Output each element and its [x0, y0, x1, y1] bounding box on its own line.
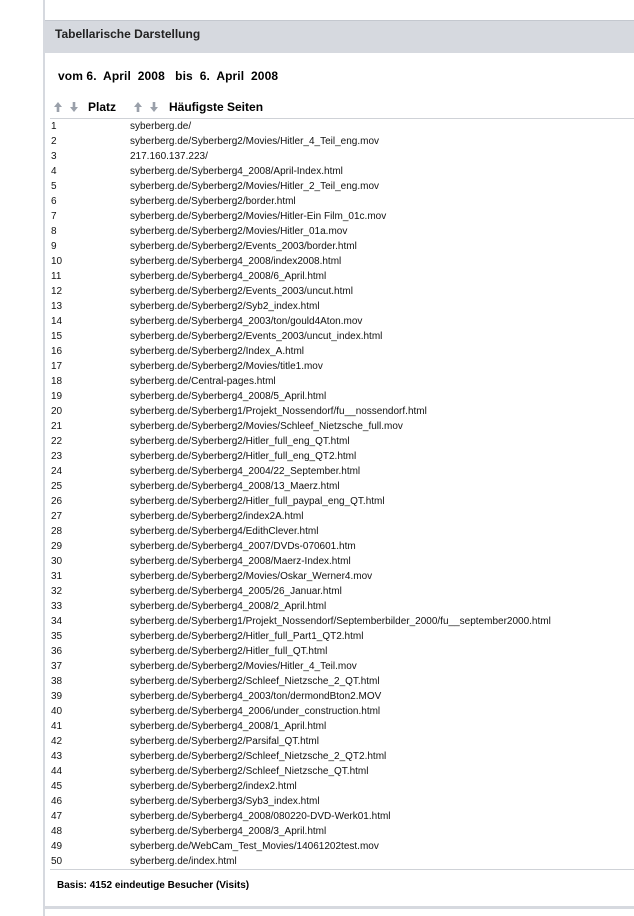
row-page: 217.160.137.223/: [130, 151, 208, 162]
table-row: [50, 239, 634, 254]
row-page: syberberg.de/Syberberg2/Movies/Hitler_4_Teil_eng.mov: [130, 136, 380, 147]
row-page: syberberg.de/Syberberg4_2003/ton/dermondBton2.MOV: [130, 691, 382, 702]
table-row: [50, 854, 634, 869]
column-header-rank: Platz: [88, 100, 117, 114]
row-rank: 15: [51, 331, 63, 342]
row-rank: 14: [51, 316, 63, 327]
row-page: syberberg.de/Syberberg4_2008/Maerz-Index.html: [130, 556, 351, 567]
row-rank: 46: [51, 796, 63, 807]
row-page: syberberg.de/: [130, 121, 192, 132]
row-page: syberberg.de/Syberberg4_2008/5_April.html: [130, 391, 327, 402]
section-header: [45, 20, 634, 53]
row-rank: 39: [51, 691, 63, 702]
table-row: [50, 374, 634, 389]
table-row: [50, 809, 634, 824]
date-range-to: 6. April 2008: [199, 69, 279, 83]
table-row: [50, 824, 634, 839]
table-row: [50, 269, 634, 284]
row-rank: 41: [51, 721, 63, 732]
table-row: [50, 734, 634, 749]
table-row: [50, 539, 634, 554]
row-page: syberberg.de/Syberberg2/Hitler_full_paypal_eng_QT.html: [130, 496, 385, 507]
table-row: [50, 704, 634, 719]
table-row: [50, 464, 634, 479]
row-rank: 40: [51, 706, 63, 717]
row-rank: 26: [51, 496, 63, 507]
table-row: [50, 674, 634, 689]
row-page: syberberg.de/Syberberg4_2003/ton/gould4Aton.mov: [130, 316, 363, 327]
row-page: syberberg.de/Syberberg2/index2.html: [130, 781, 297, 792]
row-page: syberberg.de/Syberberg2/Movies/Oskar_Werner4.mov: [130, 571, 373, 582]
date-range-from: 6. April 2008: [86, 69, 165, 83]
row-page: syberberg.de/Syberberg2/Schleef_Nietzsche_QT.html: [130, 766, 369, 777]
row-rank: 28: [51, 526, 63, 537]
row-page: syberberg.de/Syberberg2/Movies/Hitler_4_Teil.mov: [130, 661, 357, 672]
column-header-pages: Häufigste Seiten: [169, 100, 264, 114]
row-rank: 7: [51, 211, 57, 222]
row-rank: 5: [51, 181, 57, 192]
table-row: [50, 314, 634, 329]
row-rank: 47: [51, 811, 63, 822]
row-page: syberberg.de/Syberberg4_2008/2_April.html: [130, 601, 327, 612]
row-page: syberberg.de/Syberberg2/Events_2003/uncut_index.html: [130, 331, 383, 342]
table-row: [50, 119, 634, 134]
row-rank: 33: [51, 601, 63, 612]
table-row: [50, 764, 634, 779]
row-page: syberberg.de/Syberberg4_2007/DVDs-070601.htm: [130, 541, 356, 552]
row-page: syberberg.de/Syberberg4_2008/1_April.html: [130, 721, 327, 732]
row-rank: 25: [51, 481, 63, 492]
row-page: syberberg.de/Syberberg2/Movies/Hitler_2_Teil_eng.mov: [130, 181, 380, 192]
row-page: syberberg.de/Syberberg3/Syb3_index.html: [130, 796, 320, 807]
row-page: syberberg.de/Syberberg4_2008/080220-DVD-Werk01.html: [130, 811, 391, 822]
row-page: syberberg.de/Syberberg2/Schleef_Nietzsche_2_QT.html: [130, 676, 380, 687]
row-page: syberberg.de/Syberberg4_2008/6_April.html: [130, 271, 327, 282]
row-rank: 48: [51, 826, 63, 837]
row-page: syberberg.de/Syberberg4/EdithClever.html: [130, 526, 319, 537]
row-rank: 29: [51, 541, 63, 552]
row-rank: 49: [51, 841, 63, 852]
row-page: syberberg.de/Syberberg2/Hitler_full_QT.html: [130, 646, 328, 657]
table-row: [50, 224, 634, 239]
row-page: syberberg.de/WebCam_Test_Movies/14061202test.mov: [130, 841, 379, 852]
table-row: [50, 434, 634, 449]
row-rank: 35: [51, 631, 63, 642]
row-page: syberberg.de/Syberberg2/index2A.html: [130, 511, 304, 522]
row-page: syberberg.de/Syberberg2/Hitler_full_Part1_QT2.html: [130, 631, 364, 642]
sort-descending-icon[interactable]: [68, 101, 80, 113]
date-range-prefix: vom: [58, 69, 83, 83]
sort-ascending-icon[interactable]: [52, 101, 64, 113]
date-range-separator: bis: [175, 69, 193, 83]
row-rank: 2: [51, 136, 57, 147]
table-row: [50, 209, 634, 224]
table-row: [50, 644, 634, 659]
row-rank: 22: [51, 436, 63, 447]
row-rank: 50: [51, 856, 63, 867]
row-page: syberberg.de/Syberberg4_2006/under_construction.html: [130, 706, 381, 717]
row-rank: 3: [51, 151, 57, 162]
row-rank: 37: [51, 661, 63, 672]
row-rank: 24: [51, 466, 63, 477]
row-page: syberberg.de/Syberberg4_2008/3_April.html: [130, 826, 327, 837]
table-row: [50, 419, 634, 434]
table-row: [50, 404, 634, 419]
row-page: syberberg.de/Syberberg2/Schleef_Nietzsche_2_QT2.html: [130, 751, 387, 762]
table-row: [50, 284, 634, 299]
table-row: [50, 689, 634, 704]
pages-sort-controls: [132, 101, 160, 113]
table-row: [50, 179, 634, 194]
table-row: [50, 659, 634, 674]
row-page: syberberg.de/Syberberg4_2008/index2008.html: [130, 256, 342, 267]
row-rank: 45: [51, 781, 63, 792]
visitor-basis: Basis: 4152 eindeutige Besucher (Visits): [57, 880, 250, 891]
row-page: syberberg.de/Syberberg2/Parsifal_QT.html: [130, 736, 319, 747]
table-row: [50, 494, 634, 509]
row-page: syberberg.de/Syberberg2/border.html: [130, 196, 296, 207]
row-page: syberberg.de/Syberberg2/Events_2003/uncut.html: [130, 286, 353, 297]
row-rank: 18: [51, 376, 63, 387]
table-row: [50, 509, 634, 524]
table-row: [50, 329, 634, 344]
row-page: syberberg.de/index.html: [130, 856, 237, 867]
table-row: [50, 164, 634, 179]
row-rank: 4: [51, 166, 57, 177]
table-row: [50, 554, 634, 569]
row-page: syberberg.de/Syberberg2/Movies/title1.mov: [130, 361, 323, 372]
table-row: [50, 569, 634, 584]
row-rank: 36: [51, 646, 63, 657]
date-range: [58, 69, 278, 83]
table-row: [50, 794, 634, 809]
table-row: [50, 599, 634, 614]
rank-sort-controls: [52, 101, 80, 113]
row-rank: 21: [51, 421, 63, 432]
row-page: syberberg.de/Syberberg2/Events_2003/border.html: [130, 241, 357, 252]
row-rank: 10: [51, 256, 63, 267]
table-bottom-rule: [50, 869, 634, 870]
row-rank: 23: [51, 451, 63, 462]
row-rank: 31: [51, 571, 63, 582]
table-row: [50, 194, 634, 209]
row-rank: 27: [51, 511, 63, 522]
row-page: syberberg.de/Central-pages.html: [130, 376, 276, 387]
row-rank: 8: [51, 226, 57, 237]
stats-panel: [45, 0, 634, 916]
row-rank: 12: [51, 286, 63, 297]
row-rank: 1: [51, 121, 57, 132]
row-rank: 32: [51, 586, 63, 597]
row-rank: 11: [51, 271, 62, 282]
table-row: [50, 524, 634, 539]
row-rank: 34: [51, 616, 63, 627]
row-page: syberberg.de/Syberberg2/Movies/Hitler_01a.mov: [130, 226, 348, 237]
row-page: syberberg.de/Syberberg4_2005/26_Januar.html: [130, 586, 342, 597]
row-page: syberberg.de/Syberberg2/Movies/Schleef_Nietzsche_full.mov: [130, 421, 403, 432]
row-page: syberberg.de/Syberberg4_2008/April-Index.html: [130, 166, 343, 177]
row-rank: 42: [51, 736, 63, 747]
row-rank: 16: [51, 346, 63, 357]
table-row: [50, 839, 634, 854]
sort-ascending-icon[interactable]: [132, 101, 144, 113]
row-rank: 20: [51, 406, 63, 417]
row-page: syberberg.de/Syberberg2/Index_A.html: [130, 346, 304, 357]
table-row: [50, 344, 634, 359]
row-page: syberberg.de/Syberberg2/Syb2_index.html: [130, 301, 320, 312]
row-page: syberberg.de/Syberberg2/Hitler_full_eng_QT.html: [130, 436, 350, 447]
row-page: syberberg.de/Syberberg1/Projekt_Nossendorf/Septemberbilder_2000/fu__september2000.html: [130, 616, 551, 627]
row-rank: 38: [51, 676, 63, 687]
table-row: [50, 449, 634, 464]
section-title: Tabellarische Darstellung: [55, 27, 201, 41]
table-row: [50, 749, 634, 764]
bottom-divider: [45, 906, 634, 909]
pages-table: [50, 118, 634, 869]
row-rank: 17: [51, 361, 63, 372]
row-rank: 9: [51, 241, 57, 252]
row-rank: 30: [51, 556, 63, 567]
table-row: [50, 614, 634, 629]
table-row: [50, 254, 634, 269]
row-page: syberberg.de/Syberberg4_2008/13_Maerz.html: [130, 481, 340, 492]
sort-descending-icon[interactable]: [148, 101, 160, 113]
table-row: [50, 389, 634, 404]
row-rank: 19: [51, 391, 63, 402]
table-row: [50, 629, 634, 644]
table-row: [50, 719, 634, 734]
table-row: [50, 359, 634, 374]
row-rank: 43: [51, 751, 63, 762]
row-rank: 44: [51, 766, 63, 777]
row-rank: 13: [51, 301, 63, 312]
table-row: [50, 779, 634, 794]
row-rank: 6: [51, 196, 57, 207]
row-page: syberberg.de/Syberberg1/Projekt_Nossendorf/fu__nossendorf.html: [130, 406, 427, 417]
table-row: [50, 584, 634, 599]
row-page: syberberg.de/Syberberg4_2004/22_September.html: [130, 466, 361, 477]
row-page: syberberg.de/Syberberg2/Hitler_full_eng_QT2.html: [130, 451, 357, 462]
table-row: [50, 149, 634, 164]
row-page: syberberg.de/Syberberg2/Movies/Hitler-Ein Film_01c.mov: [130, 211, 387, 222]
table-row: [50, 299, 634, 314]
table-row: [50, 134, 634, 149]
table-row: [50, 479, 634, 494]
